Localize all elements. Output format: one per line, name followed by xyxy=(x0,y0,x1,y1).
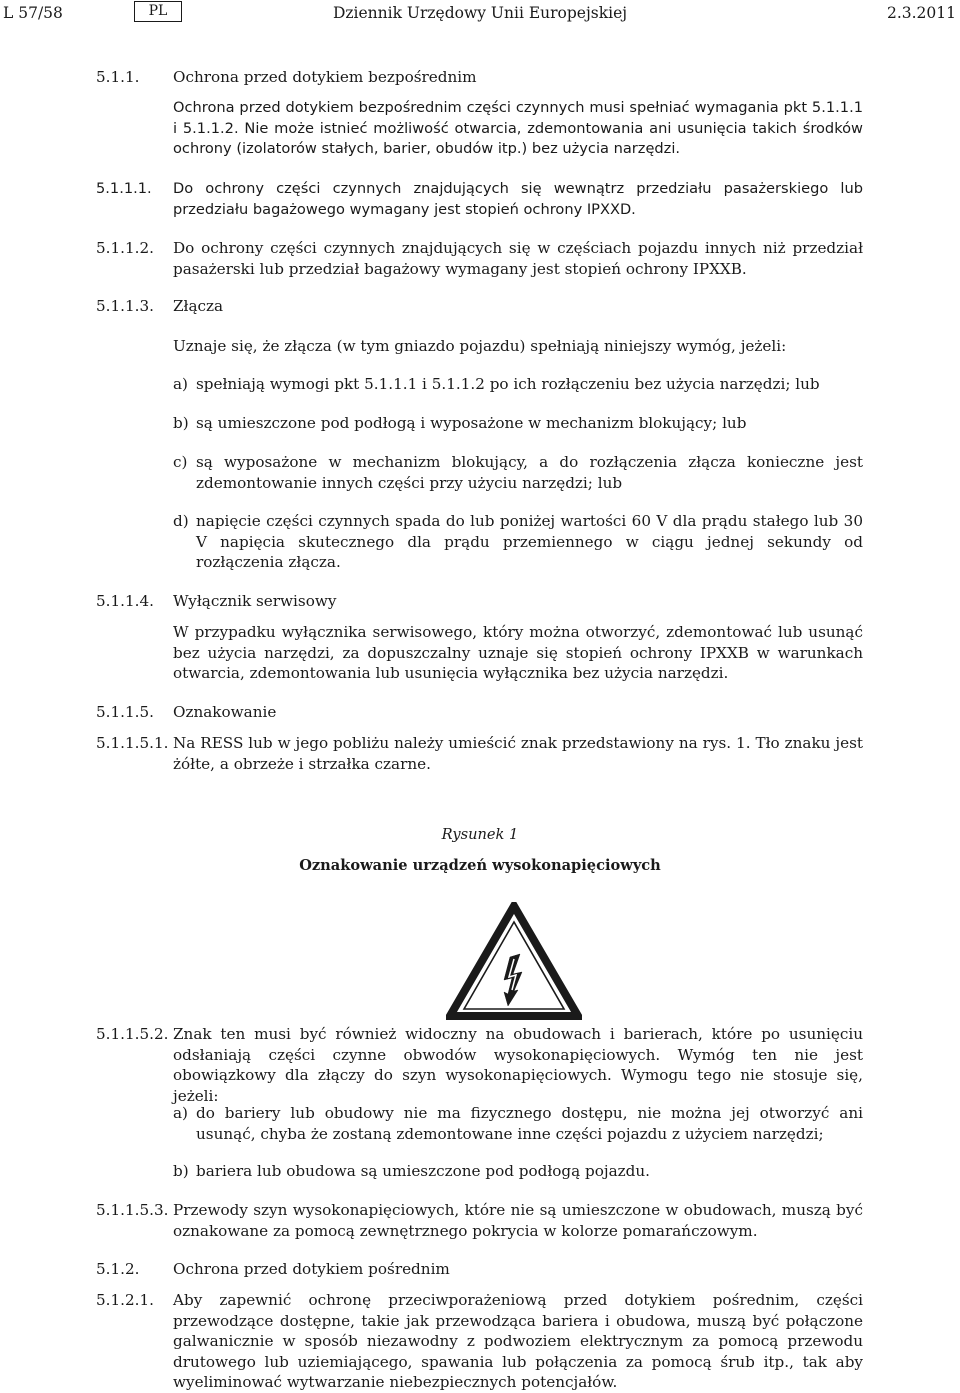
section-number: 5.1.1.4. xyxy=(96,592,154,610)
figure-label: Rysunek 1 xyxy=(441,826,519,843)
section-number: 5.1.2. xyxy=(96,1260,140,1278)
journal-title: Dziennik Urzędowy Unii Europejskiej xyxy=(332,4,628,22)
list-text: są umieszczone pod podłogą i wyposażone w mechanizm blokujący; lub xyxy=(196,414,747,432)
list-marker: b) xyxy=(173,414,189,432)
page-number: L 57/58 xyxy=(3,4,63,22)
section-number: 5.1.1.3. xyxy=(96,297,154,315)
section-number: 5.1.1.5.2. xyxy=(96,1025,169,1043)
section-number: 5.1.1. xyxy=(96,68,140,86)
list-text: napięcie części czynnych spada do lub poniżej wartości 60 V dla prądu stałego lub 30 V napięcia skutecznego dla prądu przemiennego w ciągu jednej sekundy od rozłączenia złącza. xyxy=(196,512,863,571)
figure-title: Oznakowanie urządzeń wysokonapięciowych xyxy=(299,857,661,874)
paragraph: Do ochrony części czynnych znajdujących się wewnątrz przedziału pasażerskiego lub przedziału bagażowego wymagany jest stopień ochrony IPXXD. xyxy=(173,180,863,218)
section-number: 5.1.1.1. xyxy=(96,180,152,197)
section-number: 5.1.2.1. xyxy=(96,1291,154,1309)
list-text: są wyposażone w mechanizm blokujący, a do rozłączenia złącza konieczne jest zdemontowanie innych części przy użyciu narzędzi; lub xyxy=(196,453,863,492)
language-box: PL xyxy=(134,1,182,22)
list-text: spełniają wymogi pkt 5.1.1.1 i 5.1.1.2 po ich rozłączeniu bez użycia narzędzi; lub xyxy=(196,375,820,393)
section-number: 5.1.1.5. xyxy=(96,703,154,721)
list-marker: d) xyxy=(173,512,189,530)
list-marker: c) xyxy=(173,453,188,471)
paragraph: W przypadku wyłącznika serwisowego, który można otworzyć, zdemontować lub usunąć bez użycia narzędzi, za dopuszczalny uznaje się stopień ochrony IPXXB w warunkach otwarcia, zdemontowania lub usunięcia wyłącznika bez użycia narzędzi. xyxy=(173,623,863,682)
high-voltage-warning-icon xyxy=(446,902,582,1022)
section-number: 5.1.1.5.3. xyxy=(96,1201,169,1219)
paragraph: Ochrona przed dotykiem bezpośrednim części czynnych musi spełniać wymagania pkt 5.1.1.1 i 5.1.1.2. Nie może istnieć możliwość otwarcia, zdemontowania ani usunięcia takich środków ochrony (izolatorów stałych, barier, obudów itp.) bez użycia narzędzi. xyxy=(173,99,863,157)
paragraph: Przewody szyn wysokonapięciowych, które nie są umieszczone w obudowach, muszą być oznakowane za pomocą zewnętrznego pokrycia w kolorze pomarańczowym. xyxy=(173,1201,863,1240)
page-header xyxy=(0,4,960,24)
section-heading: Wyłącznik serwisowy xyxy=(173,592,337,610)
paragraph: Uznaje się, że złącza (w tym gniazdo pojazdu) spełniają niniejszy wymóg, jeżeli: xyxy=(173,337,787,355)
section-heading: Ochrona przed dotykiem bezpośrednim xyxy=(173,68,477,86)
paragraph: Znak ten musi być również widoczny na obudowach i barierach, które po usunięciu odsłaniają części czynne obwodów wysokonapięciowych. Wymóg ten nie jest obowiązkowy dla złączy do szyn wysokonapięciowych. Wymogu tego nie stosuje się, jeżeli: xyxy=(173,1025,863,1105)
list-marker: b) xyxy=(173,1162,189,1180)
section-heading: Ochrona przed dotykiem pośrednim xyxy=(173,1260,450,1278)
list-text: bariera lub obudowa są umieszczone pod podłogą pojazdu. xyxy=(196,1162,650,1180)
list-marker: a) xyxy=(173,1104,188,1122)
list-text: do bariery lub obudowy nie ma fizycznego dostępu, nie można jej otworzyć ani usunąć, chyba że zostaną zdemontowane inne części pojazdu z użyciem narzędzi; xyxy=(196,1104,863,1143)
publication-date: 2.3.2011 xyxy=(886,4,956,22)
section-heading: Złącza xyxy=(173,297,224,315)
paragraph: Aby zapewnić ochronę przeciwporażeniową przed dotykiem pośrednim, części przewodzące dostępne, takie jak przewodząca bariera i obudowa, muszą być połączone galwanicznie w sposób niezawodny z podwoziem elektrycznym za pomocą przewodu drutowego lub uziemiającego, spawania lub połączenia za pomocą śrub itp., tak aby wyeliminować wytwarzanie niebezpiecznych potencjałów. xyxy=(173,1291,863,1391)
section-number: 5.1.1.5.1. xyxy=(96,734,169,752)
section-number: 5.1.1.2. xyxy=(96,239,154,257)
list-marker: a) xyxy=(173,375,188,393)
paragraph: Do ochrony części czynnych znajdujących się w częściach pojazdu innych niż przedział pasażerski lub przedział bagażowy wymagany jest stopień ochrony IPXXB. xyxy=(173,239,863,278)
paragraph: Na RESS lub w jego pobliżu należy umieścić znak przedstawiony na rys. 1. Tło znaku jest żółte, a obrzeże i strzałka czarne. xyxy=(173,734,863,773)
section-heading: Oznakowanie xyxy=(173,703,277,721)
